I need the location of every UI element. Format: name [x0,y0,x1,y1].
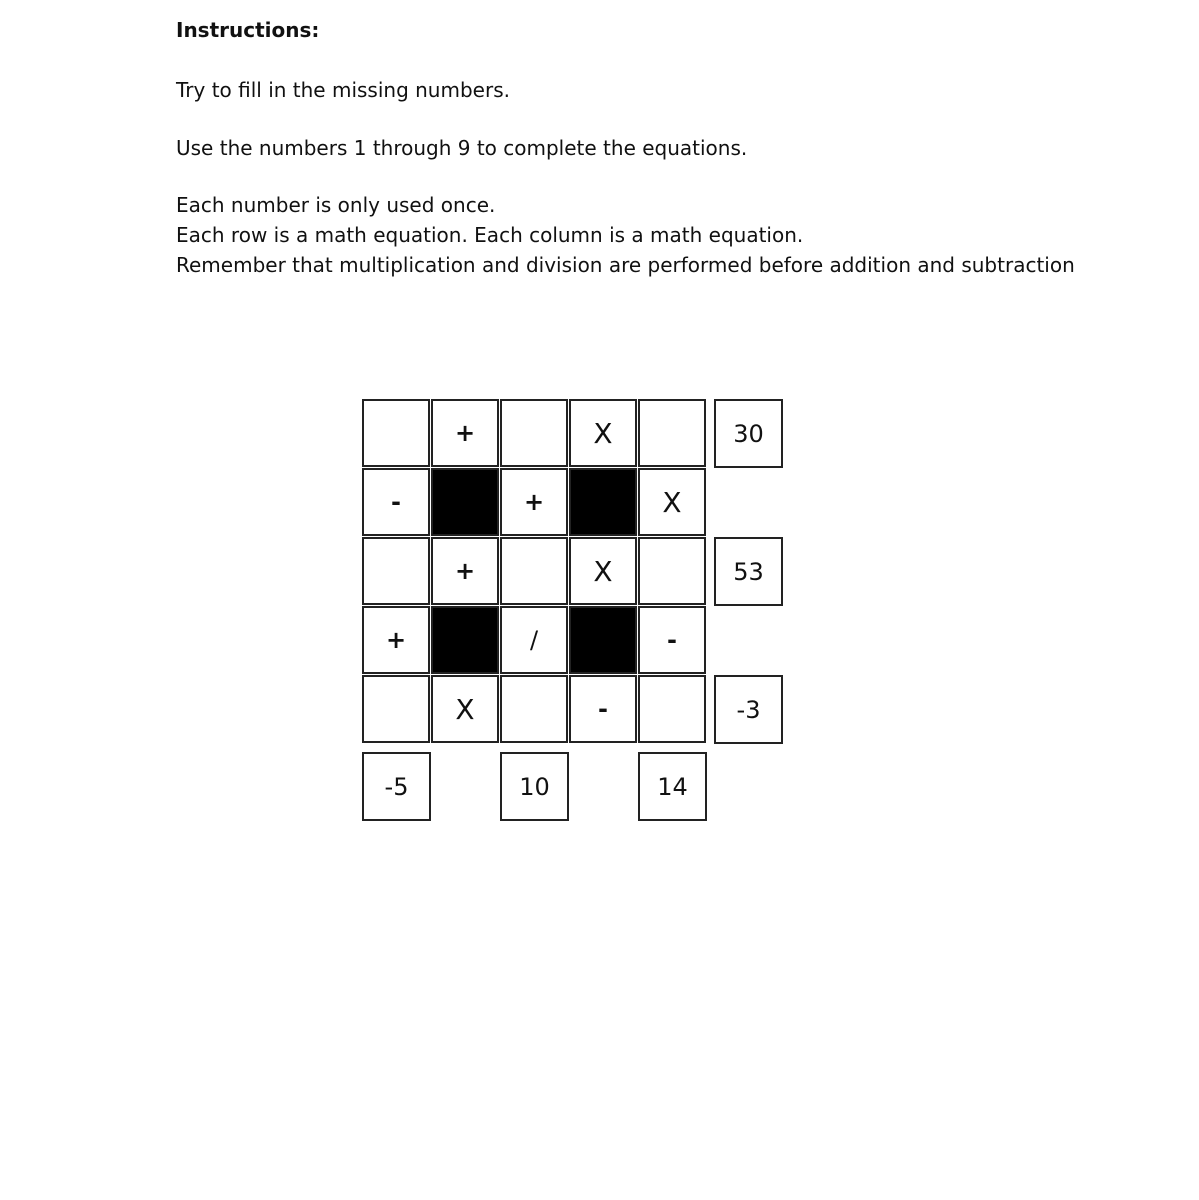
grid-cell-r0-c0[interactable] [362,399,430,467]
grid-cell-r4-c2[interactable] [500,675,568,743]
grid-cell-r0-c1: + [431,399,499,467]
instruction-line-1: Try to fill in the missing numbers. [176,78,510,102]
grid-cell-r3-c3-blocked [569,606,637,674]
row-result-5: -3 [714,675,783,744]
grid-cell-r3-c0: + [362,606,430,674]
grid-cell-r2-c2[interactable] [500,537,568,605]
grid-cell-r0-c2[interactable] [500,399,568,467]
grid-cell-r1-c3-blocked [569,468,637,536]
puzzle-grid [362,399,785,823]
instruction-line-4: Each row is a math equation. Each column is a math equation. [176,223,804,247]
instruction-line-2: Use the numbers 1 through 9 to complete the equations. [176,136,748,160]
row-result-3: 53 [714,537,783,606]
row-result-1: 30 [714,399,783,468]
grid-cell-r2-c3: X [569,537,637,605]
grid-cell-r3-c2: / [500,606,568,674]
grid-cell-r2-c0[interactable] [362,537,430,605]
grid-cell-r4-c4[interactable] [638,675,706,743]
grid-cell-r1-c1-blocked [431,468,499,536]
column-result-1: -5 [362,752,431,821]
grid-cell-r1-c0: - [362,468,430,536]
grid-cell-r2-c4[interactable] [638,537,706,605]
grid-cell-r2-c1: + [431,537,499,605]
grid-cell-r4-c1: X [431,675,499,743]
column-result-5: 14 [638,752,707,821]
grid-cell-r1-c2: + [500,468,568,536]
instruction-line-5: Remember that multiplication and division are performed before addition and subtraction [176,253,1075,277]
grid-cell-r3-c4: - [638,606,706,674]
column-result-3: 10 [500,752,569,821]
grid-cell-r4-c3: - [569,675,637,743]
instructions-heading: Instructions: [176,18,320,42]
instruction-line-3: Each number is only used once. [176,193,496,217]
grid-cell-r3-c1-blocked [431,606,499,674]
grid-cell-r0-c3: X [569,399,637,467]
grid-cell-r0-c4[interactable] [638,399,706,467]
grid-cell-r1-c4: X [638,468,706,536]
grid-cell-r4-c0[interactable] [362,675,430,743]
